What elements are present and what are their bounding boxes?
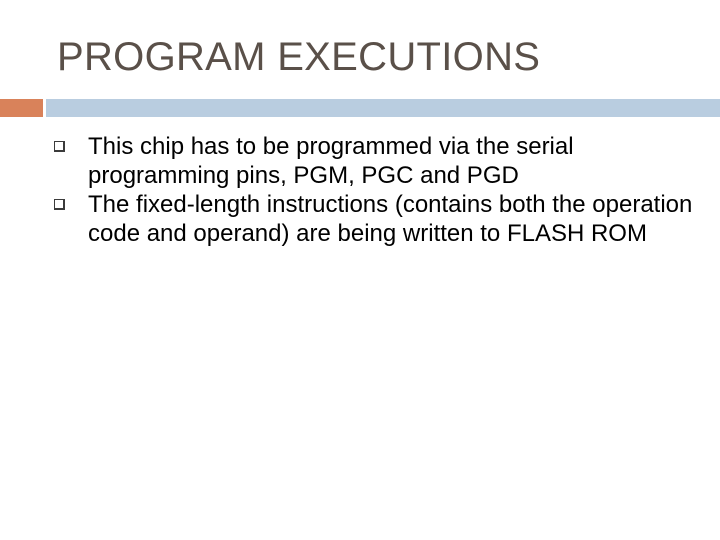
title-rule (46, 99, 720, 117)
square-bullet-icon (54, 199, 65, 210)
bullet-text: This chip has to be programmed via the serial programming pins, PGM, PGC and PGD (88, 133, 574, 189)
square-bullet-icon (54, 141, 65, 152)
bullet-text: The fixed-length instructions (contains both the operation code and operand) are being written to FLASH ROM (88, 191, 693, 247)
title-rule-accent (0, 99, 43, 117)
slide-title: PROGRAM EXECUTIONS (57, 35, 541, 79)
bullet-item (54, 190, 694, 248)
bullet-list (54, 132, 694, 248)
bullet-item (54, 132, 694, 190)
